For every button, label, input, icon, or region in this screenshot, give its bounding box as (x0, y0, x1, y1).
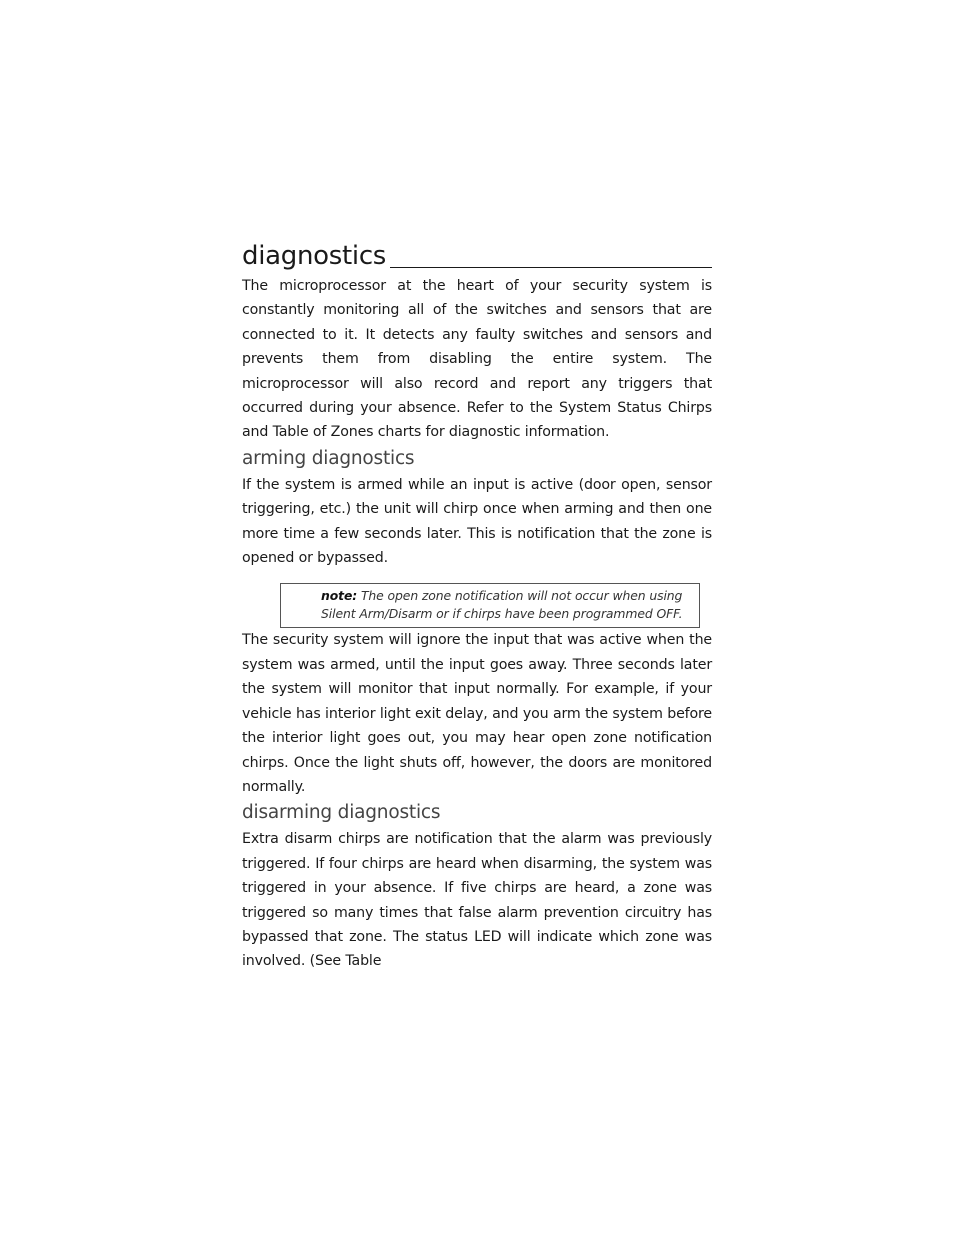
title-row (242, 238, 712, 274)
note-label: note: (321, 588, 358, 604)
arming-paragraph-1: If the system is armed while an input is active (door open, sensor triggering, etc.) the unit will chirp once when arming and then one more time a few seconds later. This is notification that the zone is opened or bypassed. (242, 476, 712, 567)
document-page (242, 238, 712, 974)
intro-paragraph: The microprocessor at the heart of your security system is constantly monitoring all of the switches and sensors that are connected to it. It detects any faulty switches and sensors and prevents them from disabling the entire system. The microprocessor will also record and report any triggers that occurred during your absence. Refer to the System Status Chirps and Table of Zones charts for diagnostic information. (242, 278, 712, 441)
note-box (280, 583, 700, 628)
title-rule (390, 267, 712, 268)
page-title: diagnostics (242, 241, 387, 271)
arming-paragraph-2: The security system will ignore the input that was active when the system was armed, until the input goes away. Three seconds later the system will monitor that input normally. For example, if your vehicle has interior light exit delay, and you arm the system before the interior light goes out, you may hear open zone notification chirps. Once the light shuts off, however, the doors are monitored normally. (242, 632, 712, 795)
disarming-diagnostics-heading: disarming diagnostics (242, 802, 441, 824)
disarming-paragraph-1: Extra disarm chirps are notification that the alarm was previously triggered. If four chirps are heard when disarming, the system was triggered in your absence. If five chirps are heard, a zone was triggered so many times that false alarm prevention circuitry has bypassed that zone. The status LED will indicate which zone was involved. (See Table (242, 831, 712, 970)
arming-diagnostics-heading: arming diagnostics (242, 447, 415, 469)
note-text: The open zone notification will not occur when using Silent Arm/Disarm or if chirps have been programmed OFF. (321, 588, 683, 622)
